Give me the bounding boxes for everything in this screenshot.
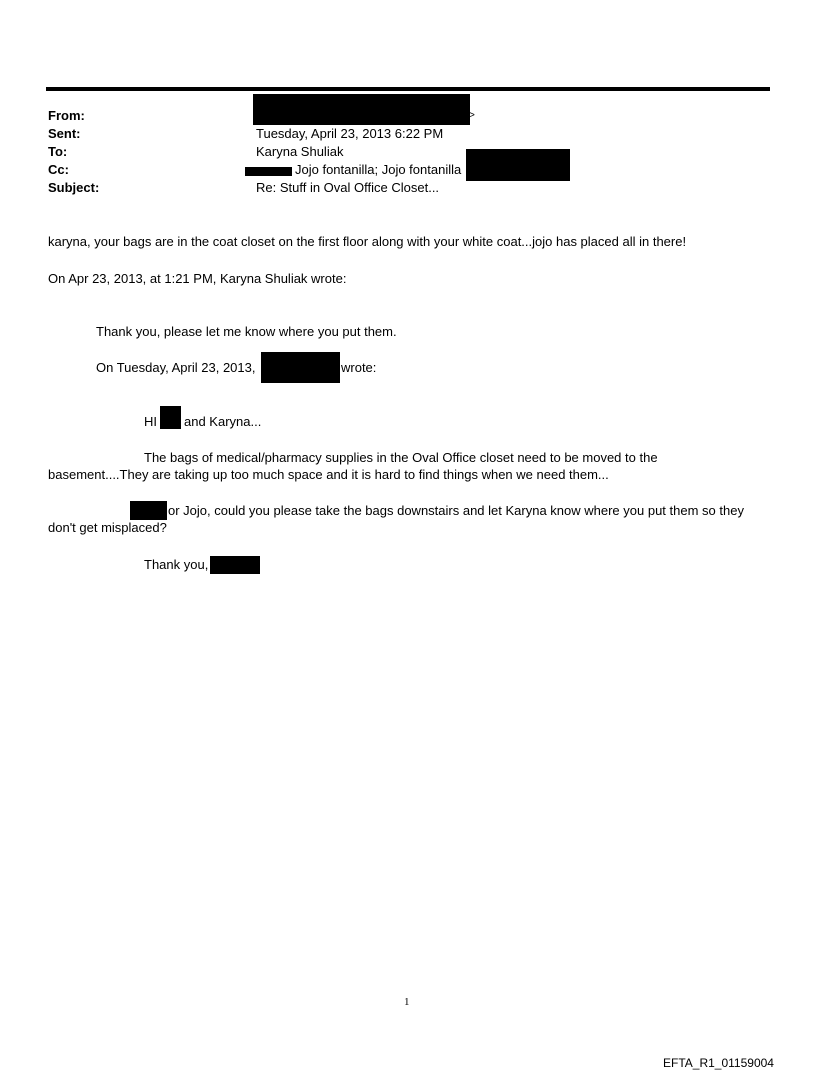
signature-redaction bbox=[210, 556, 260, 574]
para-2-redaction bbox=[130, 501, 167, 520]
header-rule bbox=[46, 87, 770, 91]
sent-label: Sent: bbox=[48, 126, 81, 141]
quote-header-2-prefix: On Tuesday, April 23, 2013, bbox=[96, 360, 256, 375]
quote-header-1: On Apr 23, 2013, at 1:21 PM, Karyna Shuliak wrote: bbox=[48, 271, 347, 286]
cc-value: Jojo fontanilla; Jojo fontanilla bbox=[295, 162, 462, 177]
greeting-redaction bbox=[160, 406, 181, 429]
page-number: 1 bbox=[404, 996, 410, 1008]
to-label: To: bbox=[48, 144, 68, 159]
subject-label: Subject: bbox=[48, 180, 100, 195]
para-2-line-1: or Jojo, could you please take the bags downstairs and let Karyna know where you put them so they bbox=[168, 503, 744, 518]
para-1-line-2: basement....They are taking up too much space and it is hard to find things when we need them... bbox=[48, 467, 609, 482]
body-line-1: karyna, your bags are in the coat closet on the first floor along with your white coat...jojo has placed all in there! bbox=[48, 234, 687, 249]
sent-value: Tuesday, April 23, 2013 6:22 PM bbox=[256, 126, 444, 141]
closing: Thank you, bbox=[144, 557, 209, 572]
to-value: Karyna Shuliak bbox=[256, 144, 344, 159]
from-trail: > bbox=[469, 110, 475, 121]
cc-redaction-1 bbox=[245, 167, 292, 176]
sender-redaction bbox=[261, 352, 340, 383]
para-2-line-2: don't get misplaced? bbox=[48, 520, 167, 535]
greeting-prefix: HI bbox=[144, 414, 157, 429]
para-1-line-1: The bags of medical/pharmacy supplies in the Oval Office closet need to be moved to the bbox=[144, 450, 658, 465]
from-redaction bbox=[253, 94, 470, 125]
greeting-suffix: and Karyna... bbox=[184, 414, 262, 429]
cc-label: Cc: bbox=[48, 162, 69, 177]
cc-redaction-2 bbox=[466, 149, 570, 181]
subject-value: Re: Stuff in Oval Office Closet... bbox=[256, 180, 440, 195]
quote-header-2-suffix: wrote: bbox=[341, 360, 377, 375]
document-id: EFTA_R1_01159004 bbox=[663, 1056, 774, 1070]
from-label: From: bbox=[48, 108, 85, 123]
reply-1: Thank you, please let me know where you put them. bbox=[96, 324, 397, 339]
